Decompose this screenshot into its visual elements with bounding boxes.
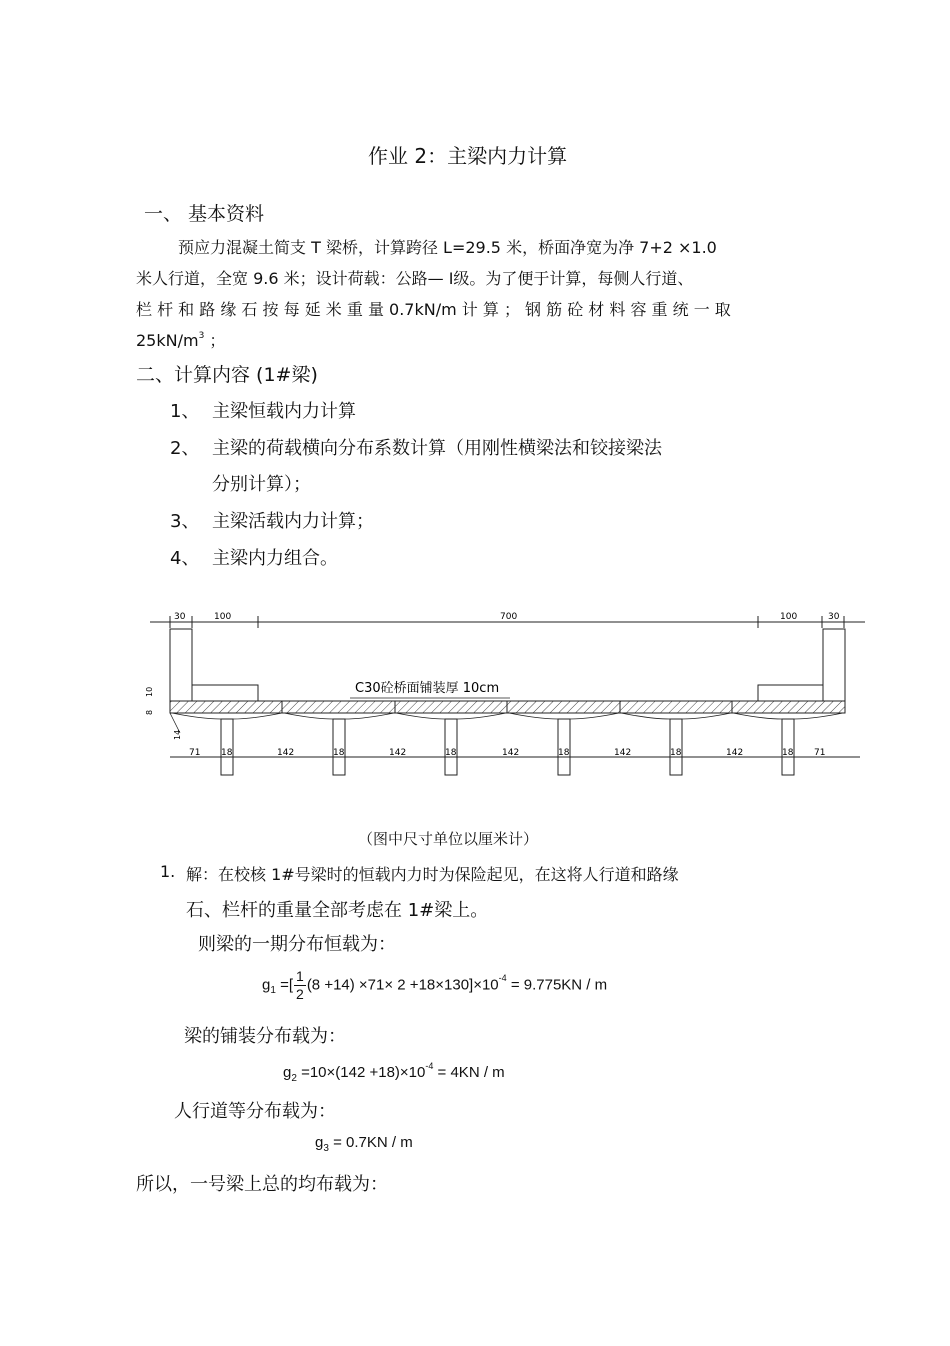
list-item-num: 3、 <box>170 511 200 532</box>
g1-symbol: g <box>262 976 271 994</box>
paragraph-line-4 <box>136 328 225 351</box>
solution-line-5: 人行道等分布载为： <box>174 1101 336 1122</box>
girder-web <box>782 719 794 775</box>
g2-exp: -4 <box>425 1061 434 1071</box>
paragraph-line-1: 预应力混凝土简支 T 梁桥，计算跨径 L=29.5 米，桥面净宽为净 7+2 ×1.0 <box>178 238 717 257</box>
left-railing <box>170 629 192 701</box>
g3-symbol: g <box>315 1134 324 1151</box>
g1-frac-num: 1 <box>296 968 304 984</box>
girder-web <box>445 719 457 775</box>
dim-bottom-label: 18 <box>333 748 345 758</box>
line-end: ； <box>209 331 226 350</box>
solution-line-6: 所以，一号梁上总的均布载为： <box>136 1174 388 1195</box>
g1-fraction <box>294 968 306 1003</box>
g2-sub: 2 <box>291 1073 297 1084</box>
dim-bottom-label: 18 <box>670 748 682 758</box>
figure-caption: （图中尺寸单位以厘米计） <box>358 830 539 848</box>
left-sidewalk <box>192 685 258 701</box>
section2-heading: 二、计算内容 (1#梁) <box>136 364 318 386</box>
list-item: 主梁内力组合。 <box>212 548 338 569</box>
list-item-num: 1、 <box>170 401 200 422</box>
g2-body: =10×(142 +18)×10 <box>296 1064 426 1081</box>
dim-top-label: 30 <box>174 612 186 622</box>
list-item: 主梁活载内力计算； <box>212 511 374 532</box>
right-railing <box>823 629 845 701</box>
pavement-label: C30砼桥面铺装厚 10cm <box>355 681 500 696</box>
g2-post: = 4KN / m <box>433 1064 505 1081</box>
dim-top-label: 100 <box>780 612 798 622</box>
dim-top-label: 700 <box>500 612 518 622</box>
g3-post: = 0.7KN / m <box>328 1134 413 1151</box>
right-sidewalk <box>758 685 823 701</box>
dim-bottom-label: 18 <box>782 748 794 758</box>
dim-bottom-label: 142 <box>277 748 295 758</box>
solution-line-3: 则梁的一期分布恒载为： <box>198 934 396 955</box>
dim-bottom-label: 142 <box>502 748 520 758</box>
solution-line-4: 梁的铺装分布载为： <box>184 1026 346 1047</box>
bottom-dimension-labels <box>189 748 825 758</box>
list-item-num: 4、 <box>170 548 200 569</box>
section1-heading: 一、 基本资料 <box>144 203 265 225</box>
g1-body: (8 +14) ×71× 2 +18×130]×10 <box>306 976 499 994</box>
g2-symbol: g <box>283 1064 292 1081</box>
girder-web <box>558 719 570 775</box>
dim-bottom-label: 142 <box>726 748 744 758</box>
g3-sub: 3 <box>323 1143 329 1154</box>
girder-web <box>670 719 682 775</box>
bridge-cross-section-figure <box>140 605 880 785</box>
dim-left-label: 14 <box>173 729 182 740</box>
solution-line-2: 石、栏杆的重量全部考虑在 1#梁上。 <box>186 900 489 921</box>
g1-pre: =[ <box>275 976 294 994</box>
g1-exp: -4 <box>498 973 507 984</box>
dim-top-label: 30 <box>828 612 840 622</box>
list-item-continued: 分别计算）； <box>212 474 311 495</box>
unit-text: 25kN/m <box>136 331 199 350</box>
dim-left-label: 8 <box>145 709 154 715</box>
girder-web <box>221 719 233 775</box>
unit-exponent: 3 <box>198 331 205 341</box>
girder-flanges <box>172 713 843 719</box>
dim-top-label: 100 <box>214 612 232 622</box>
formula-g3 <box>315 1134 413 1154</box>
paragraph-line-3: 栏 杆 和 路 缘 石 按 每 延 米 重 量 0.7kN/m 计 算 ； 钢 筋 砼 材 料 容 重 统 一 取 <box>136 300 731 319</box>
dim-bottom-label: 18 <box>221 748 233 758</box>
page-title: 作业 2：主梁内力计算 <box>368 144 568 168</box>
g1-sub: 1 <box>270 985 276 997</box>
list-item: 主梁的荷载横向分布系数计算（用刚性横梁法和铰接梁法 <box>212 438 662 459</box>
solution-line-1: 解：在校核 1#号梁时的恒载内力时为保险起见，在这将人行道和路缘 <box>186 865 679 884</box>
dim-bottom-label: 142 <box>614 748 632 758</box>
dim-bottom-label: 142 <box>389 748 407 758</box>
dim-bottom-label: 71 <box>814 748 826 758</box>
g1-post: = 9.775KN / m <box>506 976 608 994</box>
dim-bottom-label: 71 <box>189 748 201 758</box>
paragraph-line-2: 米人行道，全宽 9.6 米；设计荷载：公路— I级。为了便于计算，每侧人行道、 <box>136 269 694 288</box>
list-item: 主梁恒载内力计算 <box>212 401 356 422</box>
dim-left-label: 10 <box>145 686 154 697</box>
list-item-num: 2、 <box>170 438 200 459</box>
g1-frac-den: 2 <box>296 986 304 1002</box>
solution-num: 1. <box>160 862 176 881</box>
girder-web <box>333 719 345 775</box>
formula-g1 <box>262 968 607 1003</box>
dim-bottom-label: 18 <box>445 748 457 758</box>
formula-g2 <box>283 1061 505 1084</box>
dim-bottom-label: 18 <box>558 748 570 758</box>
